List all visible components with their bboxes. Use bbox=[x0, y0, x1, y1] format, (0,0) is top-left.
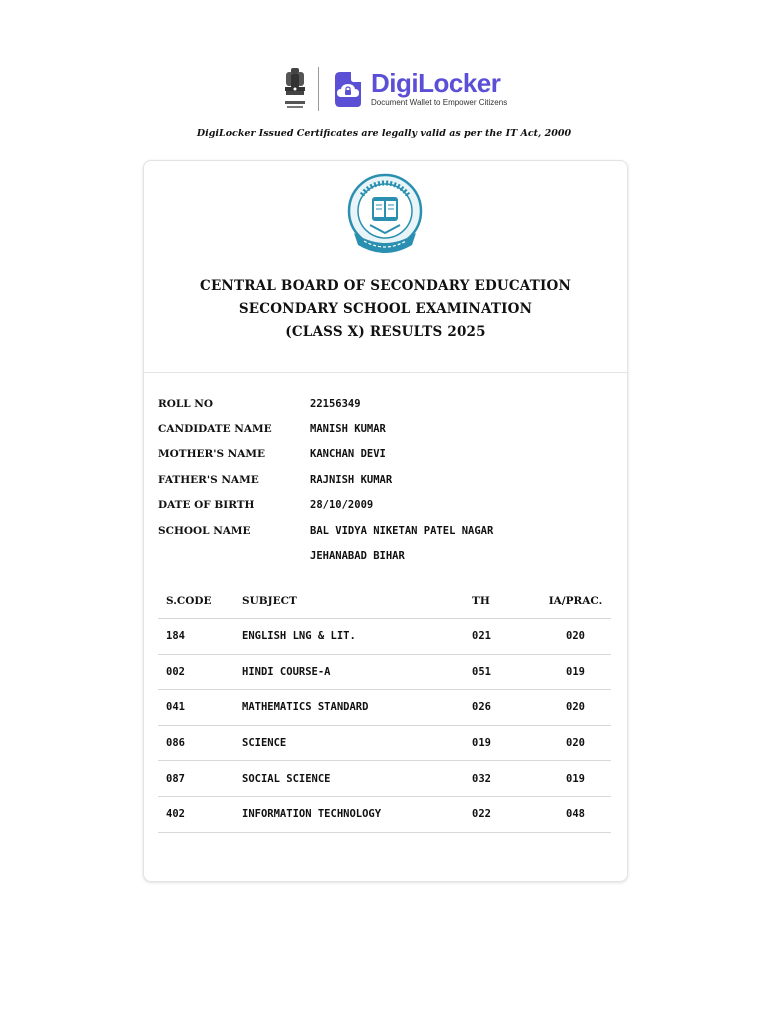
info-row-father-name bbox=[158, 467, 618, 492]
info-value: MANISH KUMAR bbox=[310, 423, 386, 436]
info-value: 28/10/2009 bbox=[310, 499, 374, 512]
title-line-exam: SECONDARY SCHOOL EXAMINATION bbox=[238, 301, 533, 317]
col-header-code: S.CODE bbox=[158, 583, 242, 619]
info-label: ROLL NO bbox=[158, 397, 214, 410]
certificate-title bbox=[144, 275, 627, 344]
subject-code: 087 bbox=[158, 761, 242, 797]
col-header-theory: TH bbox=[472, 583, 540, 619]
info-row-candidate-name bbox=[158, 416, 618, 441]
table-row bbox=[158, 654, 611, 690]
table-row bbox=[158, 761, 611, 797]
subject-name: INFORMATION TECHNOLOGY bbox=[242, 796, 472, 832]
result-certificate bbox=[143, 160, 628, 882]
info-value: 22156349 bbox=[310, 397, 361, 410]
internal-marks: 020 bbox=[540, 725, 611, 761]
col-header-subject: SUBJECT bbox=[242, 583, 472, 619]
subject-code: 086 bbox=[158, 725, 242, 761]
info-label: FATHER'S NAME bbox=[158, 473, 259, 486]
theory-marks: 051 bbox=[472, 654, 540, 690]
internal-marks: 019 bbox=[540, 761, 611, 797]
subject-name: SOCIAL SCIENCE bbox=[242, 761, 472, 797]
theory-marks: 022 bbox=[472, 796, 540, 832]
subject-code: 402 bbox=[158, 796, 242, 832]
brand-tagline: Document Wallet to Empower Citizens bbox=[371, 98, 508, 107]
info-value: BAL VIDYA NIKETAN PATEL NAGAR bbox=[310, 524, 494, 537]
info-label: SCHOOL NAME bbox=[158, 524, 251, 537]
internal-marks: 020 bbox=[540, 690, 611, 726]
digilocker-header bbox=[280, 64, 507, 114]
cbse-seal-icon bbox=[346, 173, 424, 259]
table-row bbox=[158, 690, 611, 726]
info-row-school-name bbox=[158, 518, 618, 543]
internal-marks: 020 bbox=[540, 619, 611, 655]
subject-name: MATHEMATICS STANDARD bbox=[242, 690, 472, 726]
theory-marks: 021 bbox=[472, 619, 540, 655]
header-divider bbox=[144, 372, 627, 373]
theory-marks: 019 bbox=[472, 725, 540, 761]
info-label: CANDIDATE NAME bbox=[158, 423, 272, 436]
title-line-results: (CLASS X) RESULTS 2025 bbox=[285, 324, 486, 340]
subject-code: 184 bbox=[158, 619, 242, 655]
info-row-mother-name bbox=[158, 442, 618, 467]
subject-name: HINDI COURSE-A bbox=[242, 654, 472, 690]
info-value: KANCHAN DEVI bbox=[310, 448, 386, 461]
marks-header-row bbox=[158, 583, 611, 619]
info-row-roll-no bbox=[158, 391, 618, 416]
marks-table bbox=[158, 583, 611, 833]
info-row-school-address bbox=[158, 543, 618, 568]
info-label: MOTHER'S NAME bbox=[158, 448, 266, 461]
internal-marks: 019 bbox=[540, 654, 611, 690]
info-value: JEHANABAD BIHAR bbox=[310, 550, 405, 563]
ashoka-emblem-icon bbox=[280, 66, 310, 112]
subject-name: SCIENCE bbox=[242, 725, 472, 761]
theory-marks: 026 bbox=[472, 690, 540, 726]
table-row bbox=[158, 619, 611, 655]
info-value: RAJNISH KUMAR bbox=[310, 473, 393, 486]
digilocker-cloud-lock-icon bbox=[331, 69, 365, 109]
subject-code: 002 bbox=[158, 654, 242, 690]
internal-marks: 048 bbox=[540, 796, 611, 832]
brand-divider bbox=[318, 67, 319, 111]
table-row bbox=[158, 796, 611, 832]
info-label: DATE OF BIRTH bbox=[158, 499, 255, 512]
subject-code: 041 bbox=[158, 690, 242, 726]
theory-marks: 032 bbox=[472, 761, 540, 797]
info-row-date-of-birth bbox=[158, 493, 618, 518]
candidate-details bbox=[158, 391, 618, 569]
validity-note: DigiLocker Issued Certificates are legally valid as per the IT Act, 2000 bbox=[196, 128, 572, 139]
col-header-internal: IA/PRAC. bbox=[540, 583, 611, 619]
brand-name: DigiLocker bbox=[371, 68, 501, 98]
title-line-board: CENTRAL BOARD OF SECONDARY EDUCATION bbox=[200, 278, 571, 294]
subject-name: ENGLISH LNG & LIT. bbox=[242, 619, 472, 655]
table-row bbox=[158, 725, 611, 761]
